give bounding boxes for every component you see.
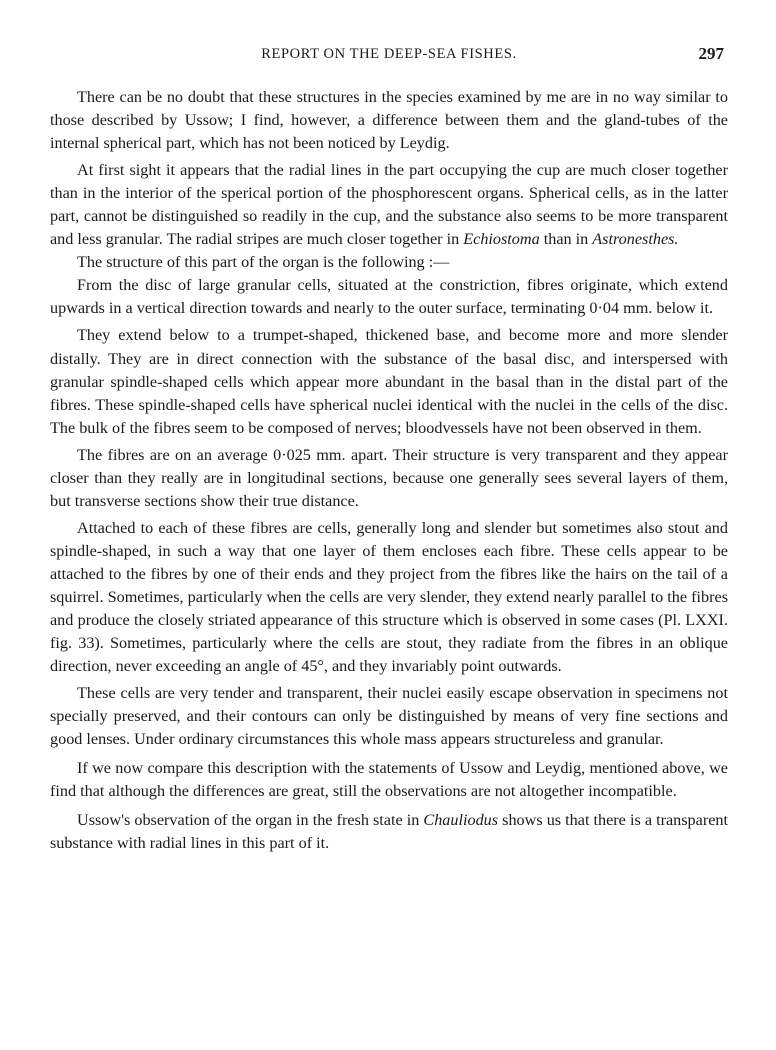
paragraph: The fibres are on an average 0·025 mm. apart. Their structure is very transparent and they appear closer than they really are in longitudinal sections, because one generally sees several layers of them, but transverse sections show their true distance. xyxy=(50,445,728,510)
italic-genus: Astronesthes. xyxy=(592,230,679,249)
page-number: 297 xyxy=(698,44,724,63)
body-text xyxy=(50,86,728,856)
paragraph: Attached to each of these fibres are cells, generally long and slender but sometimes also stout and spindle-shaped, in such a way that one layer of them encloses each fibre. These cells appear to be attached to the fibres by one of their ends and they project from the fibres like the hairs on the tail of a squirrel. Sometimes, particularly when the cells are very slender, they extend nearly parallel to the fibres and produce the closely striated appearance of this structure which is observed in some cases (Pl. LXXI. fig. 33). Sometimes, particularly where the cells are stout, they radiate from the fibres in an oblique direction, never exceeding an angle of 45°, and they invariably point outwards. xyxy=(50,518,728,676)
italic-genus: Echiostoma xyxy=(463,230,540,249)
paragraph: From the disc of large granular cells, situated at the constriction, fibres originate, which extend upwards in a vertical direction towards and nearly to the outer surface, terminating 0·04 mm. below it. xyxy=(50,276,728,318)
paragraph: At first sight it appears that the radial lines in the part occupying the cup are much closer together than in the interior of the sperical portion of the phosphorescent organs. Spherical cells, as in the latter part, cannot be distinguished so readily in the cup, and the substance also seems to be more transparent and less granular. The radial stripes are much closer together in Echiostoma than in Astronesthes. xyxy=(50,161,728,249)
paragraph: The structure of this part of the organ is the following :— xyxy=(77,253,450,272)
paragraph: There can be no doubt that these structures in the species examined by me are in no way similar to those described by Ussow; I find, however, a difference between them and the gland-tubes of the internal spherical part, which has not been noticed by Leydig. xyxy=(50,88,728,153)
paragraph: These cells are very tender and transparent, their nuclei easily escape observation in specimens not specially preserved, and their contours can only be distinguished by means of very fine sections and good lenses. Under ordinary circumstances this whole mass appears structureless and granular. xyxy=(50,684,728,749)
running-title: REPORT ON THE DEEP-SEA FISHES. xyxy=(261,46,517,62)
italic-genus: Chauliodus xyxy=(423,811,499,830)
paragraph: They extend below to a trumpet-shaped, thickened base, and become more and more slender distally. They are in direct connection with the substance of the basal disc, and interspersed with granular spindle-shaped cells which appear more abundant in the basal than in the distal part of the fibres. These spindle-shaped cells have spherical nuclei identical with the nuclei in the cells of the disc. The bulk of the fibres seem to be composed of nerves; bloodvessels have not been observed in them. xyxy=(50,326,728,437)
document-page xyxy=(50,44,728,856)
paragraph: If we now compare this description with the statements of Ussow and Leydig, mentioned above, we find that although the differences are great, still the observations are not altogether incompatible. xyxy=(50,759,728,801)
paragraph: Ussow's observation of the organ in the fresh state in Chauliodus shows us that there is a transparent substance with radial lines in this part of it. xyxy=(50,811,728,853)
page-header xyxy=(50,44,728,70)
